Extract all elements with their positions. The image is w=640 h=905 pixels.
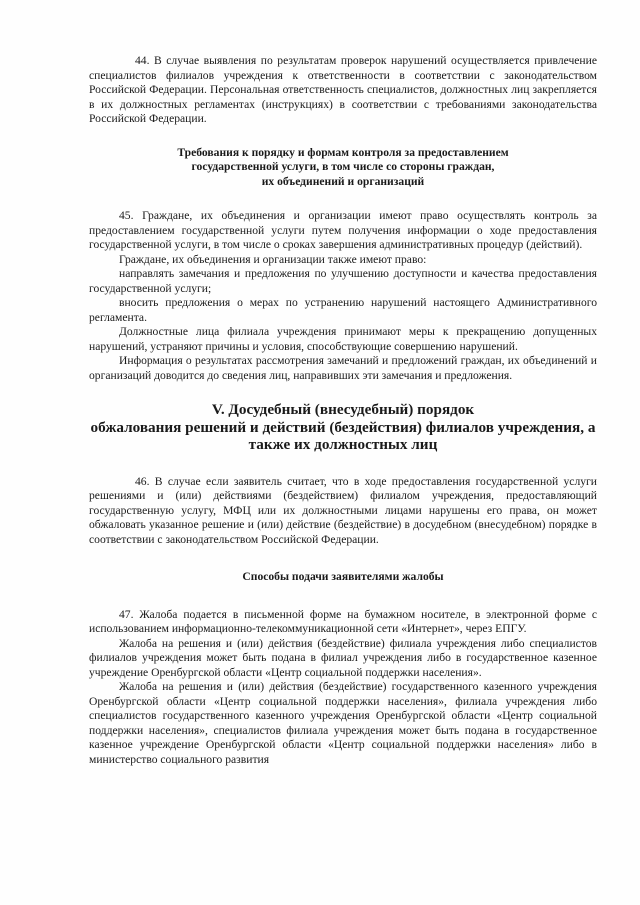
paragraph-44: 44. В случае выявления по результатам проверок нарушений осуществляется привлечение специалистов филиалов учреждения к ответственности в соответствии с законодательством Российской Федерации. Персональная ответственность специалистов, должностных лиц закрепляется в их должностных регламентах (инструкциях) в соответствии с требованиями законодательства Российской Федерации.	[89, 54, 597, 125]
paragraph-47-branch: Жалоба на решения и (или) действия (бездействие) филиала учреждения либо специалистов филиалов учреждения может быть подана в филиал учреждения либо в государственное казенное учреждение Оренбургской области «Центр социальной поддержки населения».	[89, 636, 597, 679]
paragraph-47-ministry: Жалоба на решения и (или) действия (бездействие) государственного казенного учреждения Оренбургской области «Центр социальной поддержки населения», филиала учреждения либо специалистов государственного казенного учреждения Оренбургской области «Центр социальной поддержки населения», специалистов филиала учреждения может быть подана в государственное казенное учреждение Оренбургской области «Центр социальной поддержки населения» либо в министерство социального развития	[89, 680, 597, 766]
section-heading-line: V. Досудебный (внесудебный) порядок	[211, 401, 475, 418]
paragraph-45-officials: Должностные лица филиала учреждения принимают меры к прекращению допущенных нарушений, устраняют причины и условия, способствующие совершению нарушений.	[89, 325, 597, 353]
paragraph-45: 45. Граждане, их объединения и организации имеют право осуществлять контроль за предоставлением государственной услуги путем получения информации о ходе предоставления государственной услуги, в том числе о сроках завершения административных процедур (действий).	[89, 209, 597, 251]
section-heading-line: обжалования решений и действий (бездействия) филиалов учреждения, а	[90, 418, 596, 436]
control-requirements-heading	[89, 146, 597, 190]
complaint-methods-heading: Способы подачи заявителями жалобы	[242, 570, 444, 583]
paragraph-45-right-2: вносить предложения о мерах по устранению нарушений настоящего Административного регламента.	[89, 296, 597, 324]
heading-line: Требования к порядку и формам контроля за предоставлением	[177, 145, 509, 159]
section-5-heading	[89, 401, 597, 454]
section-heading-line: также их должностных лиц	[248, 436, 438, 453]
paragraph-45-right-1: направлять замечания и предложения по улучшению доступности и качества предоставления государственной услуги;	[89, 267, 597, 295]
paragraph-47: 47. Жалоба подается в письменной форме на бумажном носителе, в электронной форме с использованием информационно-телекоммуникационной сети «Интернет», через ЕПГУ.	[89, 607, 597, 635]
page-content	[89, 54, 597, 767]
paragraph-45-info: Информация о результатах рассмотрения замечаний и предложений граждан, их объединений и организаций доводится до сведения лиц, направивших эти замечания и предложения.	[89, 354, 597, 382]
heading-line: государственной услуги, в том числе со стороны граждан,	[191, 160, 495, 173]
paragraph-46: 46. В случае если заявитель считает, что в ходе предоставления государственной услуги решениями и (или) действиями (бездействием) филиалом учреждения, предоставляющий государственную услугу, МФЦ или их должностными лицами нарушены его права, он может обжаловать указанное решение и (или) действие (бездействие) в досудебном (внесудебном) порядке в соответствии с законодательством Российской Федерации.	[89, 474, 597, 546]
paragraph-45-rights-intro: Граждане, их объединения и организации также имеют право:	[119, 252, 427, 266]
heading-line: их объединений и организаций	[261, 174, 425, 188]
